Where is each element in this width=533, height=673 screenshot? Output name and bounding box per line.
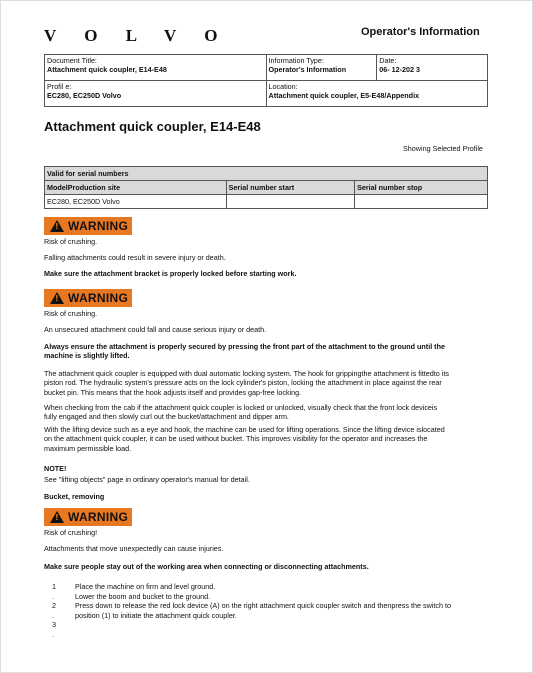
warning-label: WARNING xyxy=(68,510,129,524)
table-cell-model: EC280, EC250D Volvo xyxy=(45,195,227,209)
step-text: Lower the boom and bucket to the ground. xyxy=(75,591,211,601)
table-cell-serial-start xyxy=(226,195,354,209)
warning-triangle-icon: ! xyxy=(50,220,64,232)
paragraph xyxy=(44,403,492,422)
doc-title-cell xyxy=(45,55,267,81)
warning-badge xyxy=(44,289,132,307)
paragraph xyxy=(44,369,492,397)
step-text: Place the machine on firm and level ground. xyxy=(75,582,216,591)
location-label: Location: xyxy=(268,82,298,91)
profile-note: Showing Selected Profile xyxy=(403,144,483,153)
document-info-table xyxy=(44,54,488,107)
warning-badge xyxy=(44,508,132,526)
doc-title-label: Document Title: xyxy=(47,56,97,65)
text-line: maximum permissible load. xyxy=(44,443,132,453)
profile-label: Profil e: xyxy=(47,82,72,91)
warning-instruction: Make sure people stay out of the working area when connecting or disconnecting attachments. xyxy=(44,562,369,571)
step-number-column xyxy=(52,582,56,640)
warning-instruction xyxy=(44,342,492,361)
serial-number-table xyxy=(44,166,488,209)
column-header-serial-stop: Serial number stop xyxy=(355,181,488,195)
warning-risk: Risk of crushing! xyxy=(44,528,98,537)
serial-caption: Valid for serial numbers xyxy=(45,167,488,181)
text-line: machine is slightly lifted. xyxy=(44,351,130,361)
step-number: 1 xyxy=(52,582,56,591)
column-header-serial-start: Serial number start xyxy=(226,181,354,195)
step-text-column xyxy=(75,582,493,620)
date-label: Date: xyxy=(379,56,397,65)
warning-instruction: Make sure the attachment bracket is properly locked before starting work. xyxy=(44,269,297,278)
step-number-dot: . xyxy=(52,629,54,639)
warning-description: Attachments that move unexpectedly can cause injuries. xyxy=(44,544,224,553)
date-value: 06- 12-202 3 xyxy=(379,65,421,74)
step-number: 2 xyxy=(52,601,56,611)
paragraph xyxy=(44,425,492,453)
step-number: 3 xyxy=(52,620,56,630)
warning-risk: Risk of crushing. xyxy=(44,309,98,318)
step-text: Press down to release the red lock device (A) on the right attachment quick coupler switch and thenpress the switch to xyxy=(75,601,451,611)
warning-description: An unsecured attachment could fall and cause serious injury or death. xyxy=(44,325,267,334)
text-line: on the attachment quick coupler, it can be used without bucket. This improves visibility for the operator and increases the xyxy=(44,434,428,444)
doc-title-value: Attachment quick coupler, E14-E48 xyxy=(47,65,167,74)
text-line: The attachment quick coupler is equipped with dual automatic locking system. The hook for grippingthe attachment is fittedto its xyxy=(44,369,449,378)
date-cell xyxy=(377,55,488,81)
text-line: With the lifting device such as a eye and hook, the machine can be used for lifting operations. Since the lifting device islocated xyxy=(44,425,445,434)
location-cell xyxy=(266,81,488,107)
step-number-dot: . xyxy=(52,591,54,601)
text-line: fully engaged and then slowly curl out the bucket/attachment and dipper arm. xyxy=(44,412,289,422)
volvo-logo: V O L V O xyxy=(44,26,230,45)
location-value: Attachment quick coupler, E5-E48/Appendix xyxy=(268,91,420,100)
warning-label: WARNING xyxy=(68,219,129,233)
page-title: Attachment quick coupler, E14-E48 xyxy=(44,119,261,134)
warning-description: Falling attachments could result in severe injury or death. xyxy=(44,253,226,262)
info-type-label: Information Type: xyxy=(268,56,324,65)
warning-triangle-icon: ! xyxy=(50,292,64,304)
step-number-dot: . xyxy=(52,610,54,620)
text-line: piston rod. The hydraulic system's pressure acts on the lock cylinder's piston, locking the attachment in place against the rear xyxy=(44,378,442,388)
column-header-model: ModelProduction site xyxy=(45,181,227,195)
warning-badge xyxy=(44,217,132,235)
text-line: bucket pin. This means that the hook adjusts itself and provides gap-free locking. xyxy=(44,387,302,397)
doc-type-title: Operator's Information xyxy=(361,26,480,38)
warning-triangle-icon: ! xyxy=(50,511,64,523)
info-type-value: Operator's Information xyxy=(268,65,347,74)
warning-label: WARNING xyxy=(68,291,129,305)
profile-value: EC280, EC250D Volvo xyxy=(47,91,122,100)
profile-cell xyxy=(45,81,267,107)
note-label: NOTE! xyxy=(44,464,67,473)
step-text: position (1) to initiate the attachment quick coupler. xyxy=(75,610,237,620)
warning-risk: Risk of crushing. xyxy=(44,237,98,246)
text-line: When checking from the cab if the attachment quick coupler is locked or unlocked, visually check that the front lock deviceis xyxy=(44,403,438,412)
note-text: See "lifting objects" page in ordinary operator's manual for detail. xyxy=(44,475,250,484)
text-line: Always ensure the attachment is properly secured by pressing the front part of the attachment to the ground until the xyxy=(44,342,445,351)
table-cell-serial-stop xyxy=(355,195,488,209)
section-subheading: Bucket, removing xyxy=(44,492,105,501)
info-type-cell xyxy=(266,55,377,81)
